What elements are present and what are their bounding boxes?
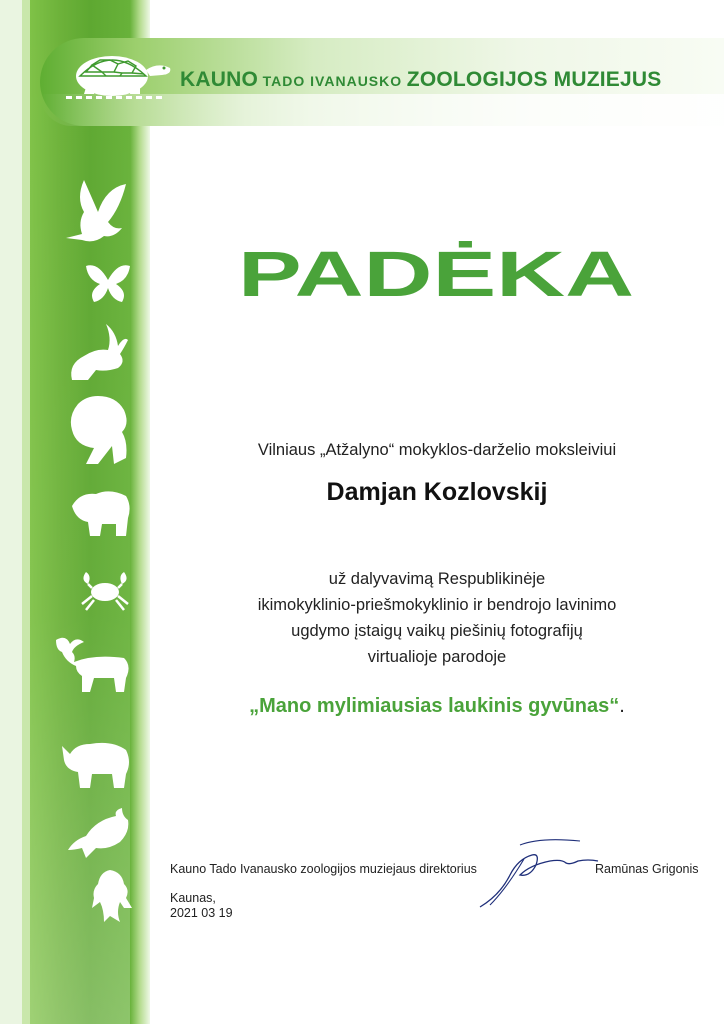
rhino-icon [60, 730, 132, 790]
butterfly-icon [84, 258, 132, 306]
exhibition-title-line [150, 695, 724, 718]
body-line: ugdymo įstaigų vaikų piešinių fotografijų [291, 622, 583, 640]
recipient-name: Damjan Kozlovskij [326, 478, 548, 506]
certificate-body [150, 566, 724, 670]
museum-name-kauno: KAUNO [180, 68, 258, 91]
body-line: už dalyvavimą Respublikinėje [328, 570, 546, 588]
moose-icon [54, 632, 132, 694]
tortoise-logo-icon [62, 52, 177, 104]
museum-name [180, 68, 661, 92]
body-line: ikimokyklinio-priešmokyklinio ir bendrojo lavinimo [257, 596, 617, 614]
date: 2021 03 19 [170, 906, 233, 920]
hare-icon [66, 318, 132, 384]
place: Kaunas, [170, 891, 216, 905]
recipient-intro: Vilniaus „Atžalyno“ mokyklos-darželio moksleiviui [257, 441, 617, 459]
frog-icon [90, 868, 132, 924]
signatory-role: Kauno Tado Ivanausko zoologijos muziejaus direktorius [170, 862, 477, 876]
signatory-name: Ramūnas Grigonis [595, 862, 699, 876]
page-title [236, 232, 636, 302]
exhibition-title: „Mano mylimiausias laukinis gyvūnas“ [249, 695, 620, 717]
bear-icon [70, 486, 132, 540]
museum-name-zoologijos-muziejus: ZOOLOGIJOS MUZIEJUS [406, 68, 662, 91]
dolphin-icon [66, 806, 132, 860]
signature-image [470, 835, 600, 915]
exhibition-period: . [619, 695, 625, 717]
page-title-text: PADĖKA [238, 238, 634, 302]
lion-icon [68, 392, 132, 468]
body-line: virtualioje parodoje [367, 648, 507, 666]
museum-name-tado-ivanausko: TADO IVANAUSKO [262, 73, 403, 89]
place-date [170, 891, 233, 921]
bird-icon [64, 178, 134, 250]
crab-icon [78, 566, 132, 614]
